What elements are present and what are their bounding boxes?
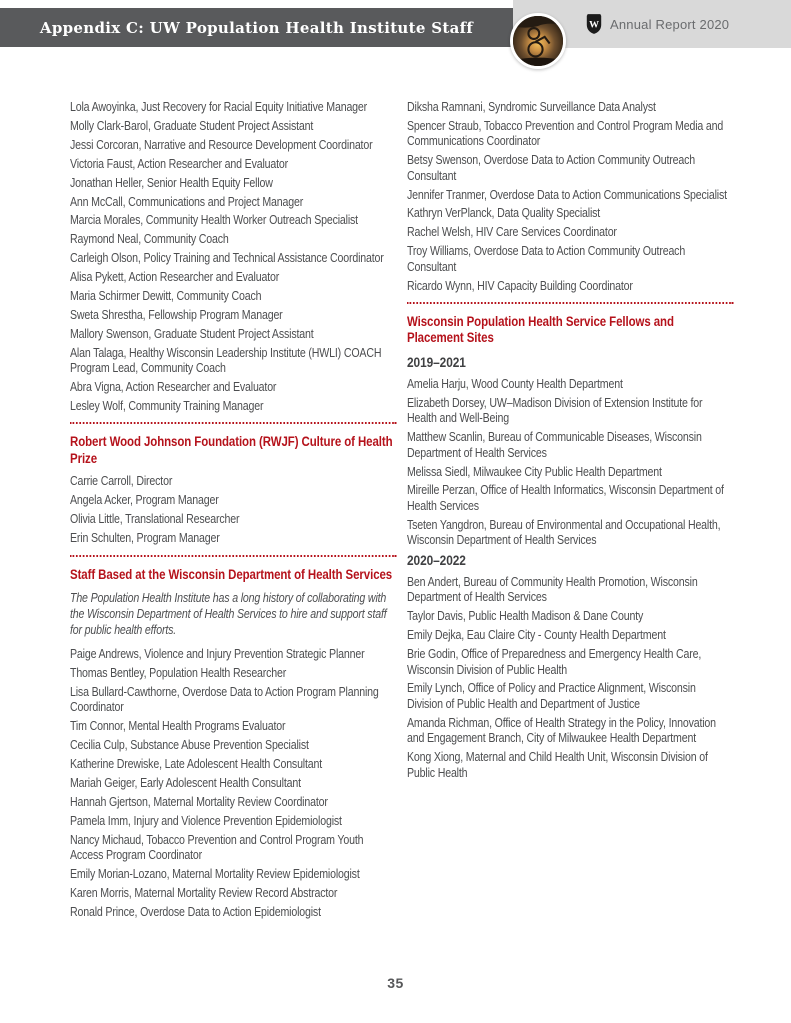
staff-entry: Mireille Perzan, Office of Health Informatics, Wisconsin Department of Health Services [407,483,724,513]
staff-entry: Troy Williams, Overdose Data to Action Community Outreach Consultant [407,244,686,274]
staff-entry: Emily Dejka, Eau Claire City - County Health Department [407,628,666,643]
staff-entry: Jessi Corcoran, Narrative and Resource Development Coordinator [70,137,373,152]
staff-entry: Jonathan Heller, Senior Health Equity Fellow [70,175,273,190]
staff-entry: Kathryn VerPlanck, Data Quality Specialist [407,206,601,221]
section-divider [70,422,396,424]
staff-entry: Lisa Bullard-Cawthorne, Overdose Data to Action Program Planning Coordinator [70,684,379,715]
staff-entry: Diksha Ramnani, Syndromic Surveillance Data Analyst [407,100,656,114]
staff-entry: Karen Morris, Maternal Mortality Review Record Abstractor [70,885,338,900]
staff-entry: Emily Morian-Lozano, Maternal Mortality Review Epidemiologist [70,866,360,881]
staff-entry: Erin Schulten, Program Manager [70,531,220,546]
bicycle-sunset-photo [510,13,566,69]
page-footer [0,975,791,993]
right-column [407,100,733,784]
staff-entry: Olivia Little, Translational Researcher [70,512,240,527]
uw-crest-icon [585,13,603,35]
staff-entry: Lesley Wolf, Community Training Manager [70,399,264,413]
staff-entry: Pamela Imm, Injury and Violence Prevention Epidemiologist [70,813,342,828]
staff-entry: Emily Lynch, Office of Policy and Practice Alignment, Wisconsin Division of Public Health and Department of Justice [407,681,696,711]
staff-entry: Tim Connor, Mental Health Programs Evaluator [70,719,286,734]
staff-entry: Abra Vigna, Action Researcher and Evaluator [70,380,277,395]
staff-entry: Spencer Straub, Tobacco Prevention and Control Program Media and Communications Coordinator [407,118,724,149]
staff-entry-group [70,647,396,920]
staff-entry: Thomas Bentley, Population Health Researcher [70,665,287,680]
staff-entry: Betsy Swenson, Overdose Data to Action Community Outreach Consultant [407,153,695,183]
cohort-subheading: 2020–2022 [407,552,466,569]
staff-entry-group [407,575,733,781]
staff-entry: Hannah Gjertson, Maternal Mortality Review Coordinator [70,794,328,809]
report-brand [585,0,729,48]
section-divider [70,555,396,557]
staff-entry: Carrie Carroll, Director [70,474,173,489]
staff-entry-group [407,100,733,294]
staff-entry: Nancy Michaud, Tobacco Prevention and Control Program Youth Access Program Coordinator [70,832,364,862]
staff-entry-group [70,100,396,414]
staff-entry: Alan Talaga, Healthy Wisconsin Leadership Institute (HWLI) COACH Program Lead, Community Coach [70,345,382,376]
staff-entry: Raymond Neal, Community Coach [70,232,229,247]
intro-note: The Population Health Institute has a long history of collaborating with the Wisconsin Department of Health Services to hire and support staff for public health efforts. [70,591,387,638]
staff-entry: Elizabeth Dorsey, UW–Madison Division of Extension Institute for Health and Well-Being [407,395,703,426]
section-heading: Wisconsin Population Health Service Fellows and Placement Sites [407,313,674,346]
staff-entry: Angela Acker, Program Manager [70,493,219,508]
staff-entry: Carleigh Olson, Policy Training and Technical Assistance Coordinator [70,251,384,266]
staff-entry: Taylor Davis, Public Health Madison & Dane County [407,609,644,624]
staff-entry: Maria Schirmer Dewitt, Community Coach [70,289,262,304]
left-column [70,100,396,924]
staff-entry: Ben Andert, Bureau of Community Health Promotion, Wisconsin Department of Health Services [407,575,698,605]
staff-entry: Rachel Welsh, HIV Care Services Coordinator [407,225,617,240]
staff-entry: Mariah Geiger, Early Adolescent Health Consultant [70,775,301,790]
staff-entry: Marcia Morales, Community Health Worker Outreach Specialist [70,213,358,228]
section-heading: Staff Based at the Wisconsin Department of Health Services [70,566,393,582]
staff-entry: Molly Clark-Barol, Graduate Student Project Assistant [70,118,314,133]
staff-entry: Ann McCall, Communications and Project Manager [70,194,304,209]
page-header [0,8,513,47]
staff-entry: Jennifer Tranmer, Overdose Data to Action Communications Specialist [407,187,727,202]
staff-entry: Tseten Yangdron, Bureau of Environmental and Occupational Health, Wisconsin Department of Health Services [407,517,721,548]
staff-entry-group [70,474,396,546]
section-divider [407,302,733,304]
section-heading: Robert Wood Johnson Foundation (RWJF) Culture of Health Prize [70,434,393,466]
staff-entry: Melissa Siedl, Milwaukee City Public Health Department [407,464,662,479]
staff-entry: Amanda Richman, Office of Health Strategy in the Policy, Innovation and Engagement Branch, City of Milwaukee Health Department [407,715,716,746]
staff-entry: Ronald Prince, Overdose Data to Action Epidemiologist [70,904,321,919]
staff-entry: Victoria Faust, Action Researcher and Evaluator [70,156,289,171]
staff-entry: Sweta Shrestha, Fellowship Program Manager [70,307,283,322]
staff-entry: Matthew Scanlin, Bureau of Communicable Diseases, Wisconsin Department of Health Services [407,430,702,460]
staff-entry: Katherine Drewiske, Late Adolescent Health Consultant [70,756,323,771]
staff-entry: Kong Xiong, Maternal and Child Health Unit, Wisconsin Division of Public Health [407,750,708,780]
staff-entry: Mallory Swenson, Graduate Student Project Assistant [70,326,314,341]
svg-text:W: W [589,19,599,31]
staff-entry: Cecilia Culp, Substance Abuse Prevention Specialist [70,738,309,753]
cohort-subheading: 2019–2021 [407,353,466,370]
staff-entry: Ricardo Wynn, HIV Capacity Building Coordinator [407,278,633,293]
staff-entry: Alisa Pykett, Action Researcher and Evaluator [70,270,280,285]
page-number: 35 [387,975,404,991]
staff-entry: Lola Awoyinka, Just Recovery for Racial Equity Initiative Manager [70,100,368,114]
staff-entry-group [407,377,733,549]
annual-report-label: Annual Report 2020 [610,16,730,32]
staff-entry: Brie Godin, Office of Preparedness and Emergency Health Care, Wisconsin Division of Public Health [407,647,702,677]
staff-entry: Amelia Harju, Wood County Health Department [407,376,623,391]
appendix-title: Appendix C: UW Population Health Institute Staff [39,18,474,37]
staff-entry: Paige Andrews, Violence and Injury Prevention Strategic Planner [70,647,365,662]
